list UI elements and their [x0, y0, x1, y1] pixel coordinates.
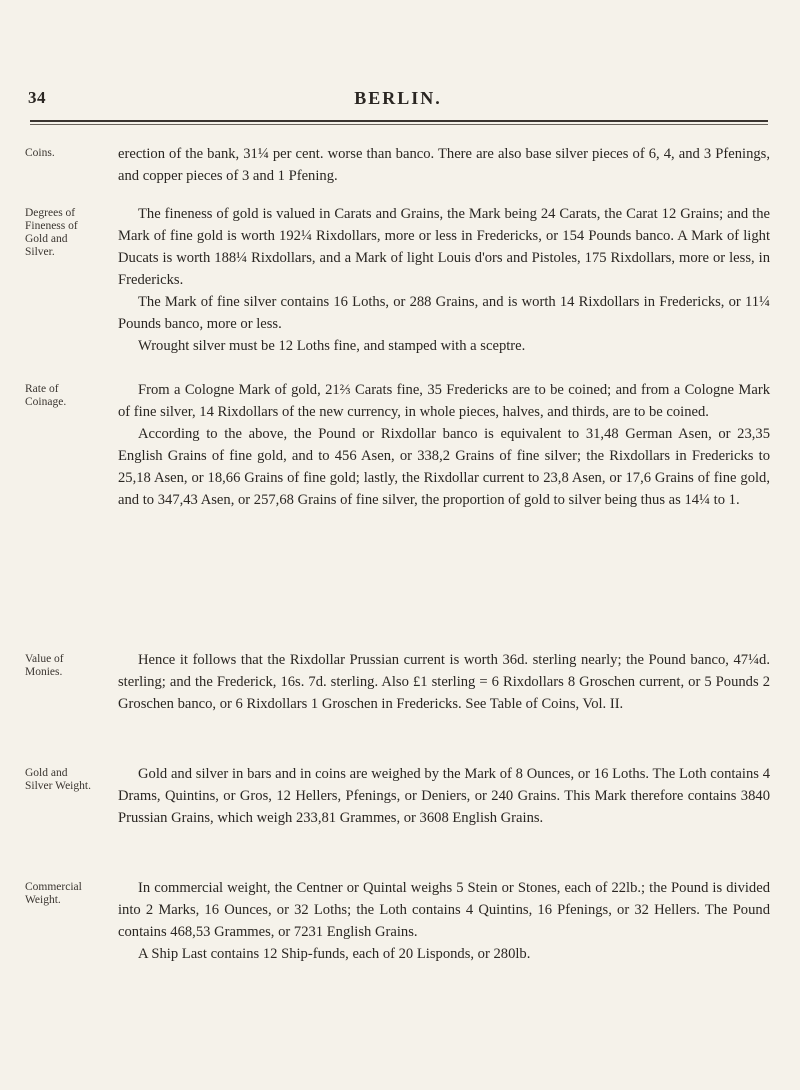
- paragraph: Wrought silver must be 12 Loths fine, and stamped with a sceptre.: [138, 338, 526, 354]
- paragraph: A Ship Last contains 12 Ship-funds, each of 20 Lisponds, or 280lb.: [138, 946, 531, 962]
- running-head: BERLIN.: [354, 88, 442, 108]
- sidenote-commercial-weight: Commercial Weight.: [25, 881, 82, 906]
- paragraph-group: [118, 143, 770, 187]
- page-header: [28, 88, 768, 118]
- paragraph-group: [118, 877, 770, 965]
- header-rule-thin: [30, 124, 768, 125]
- sidenote-degrees-of-fineness: Degrees of Fineness of Gold and Silver.: [25, 207, 78, 258]
- paragraph: The Mark of fine silver contains 16 Loths, or 288 Grains, and is worth 14 Rixdollars in Fredericks, or 11¼ Pounds banco, more or less.: [118, 294, 770, 332]
- paragraph: Hence it follows that the Rixdollar Prussian current is worth 36d. sterling nearly; the Pound banco, 47¼d. sterling; and the Frederick, 16s. 7d. sterling. Also £1 sterling = 6 Rixdollars 8 Groschen current, or 5 Pounds 2 Groschen banco, or 6 Rixdollars 1 Groschen in Fredericks. See Table of Coins, Vol. II.: [118, 652, 770, 712]
- paragraph-group: [118, 203, 770, 357]
- header-rule: [30, 120, 768, 122]
- sidenote-value-of-monies: Value of Monies.: [25, 653, 64, 678]
- paragraph: The fineness of gold is valued in Carats and Grains, the Mark being 24 Carats, the Carat 12 Grains; and the Mark of fine gold is worth 192¼ Rixdollars, more or less in Fredericks, or 154 Pounds banco. A Mark of light Ducats is worth 188¼ Rixdollars, and a Mark of light Louis d'ors and Pistoles, 175 Rixdollars, more or less, in Fredericks.: [118, 206, 770, 288]
- page-number: 34: [28, 88, 46, 107]
- paragraph: From a Cologne Mark of gold, 21⅔ Carats fine, 35 Fredericks are to be coined; and from a Cologne Mark of fine silver, 14 Rixdollars of the new currency, in whole pieces, halves, and thirds, are to be coined.: [118, 382, 770, 420]
- paragraph: erection of the bank, 31¼ per cent. worse than banco. There are also base silver pieces of 6, 4, and 3 Pfenings, and copper pieces of 3 and 1 Pfening.: [118, 146, 770, 184]
- paragraph-group: [118, 763, 770, 829]
- paragraph-group: [118, 649, 770, 715]
- sidenote-gold-and-silver-weight: Gold and Silver Weight.: [25, 767, 91, 792]
- paragraph: According to the above, the Pound or Rixdollar banco is equivalent to 31,48 German Asen, or 23,35 English Grains of fine gold, and to 456 Asen, or 338,2 Grains of fine silver; the Rixdollars in Fredericks to 25,18 Asen, or 18,66 Grains of fine gold; lastly, the Rixdollar current to 23,8 Asen, or 17,6 Grains of fine gold, and to 347,43 Asen, or 257,68 Grains of fine silver, the proportion of gold to silver being thus as 14¼ to 1.: [118, 426, 770, 508]
- sidenote-coins: Coins.: [25, 147, 55, 159]
- paragraph-group: [118, 379, 770, 511]
- paragraph: Gold and silver in bars and in coins are weighed by the Mark of 8 Ounces, or 16 Loths. The Loth contains 4 Drams, Quintins, or Gros, 12 Hellers, Pfenings, or Deniers, or 240 Grains. This Mark therefore contains 3840 Prussian Grains, which weigh 233,81 Grammes, or 3608 English Grains.: [118, 766, 770, 826]
- sidenote-rate-of-coinage: Rate of Coinage.: [25, 383, 67, 408]
- paragraph: In commercial weight, the Centner or Quintal weighs 5 Stein or Stones, each of 22lb.; the Pound is divided into 2 Marks, 16 Ounces, or 32 Loths; the Loth contains 4 Quintins, 16 Pfenings, or 32 Hellers. The Pound contains 468,53 Grammes, or 7231 English Grains.: [118, 880, 770, 940]
